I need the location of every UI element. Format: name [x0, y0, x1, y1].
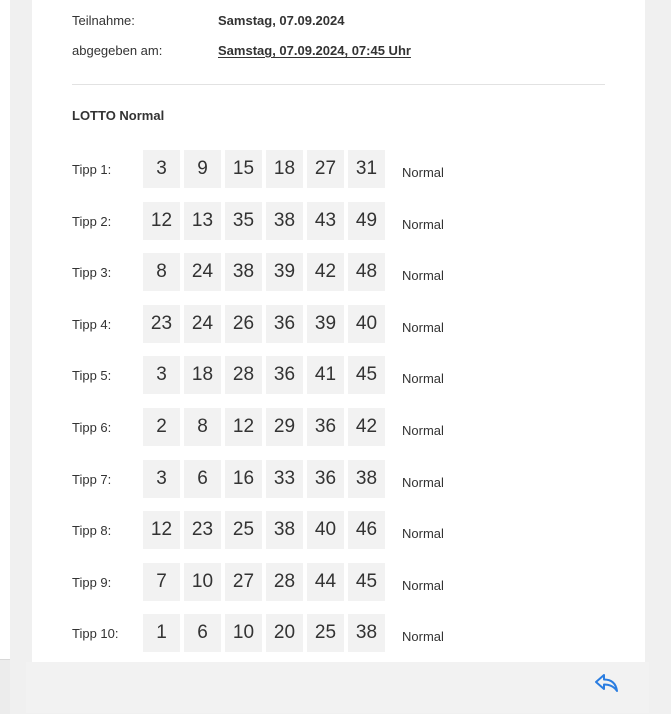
left-panel-notch — [0, 659, 10, 714]
tipp-number: 12 — [143, 202, 180, 240]
tipp-number: 26 — [225, 305, 262, 343]
tipp-label: Tipp 7: — [72, 471, 112, 487]
tipp-number: 38 — [348, 460, 385, 498]
tipp-number: 18 — [184, 356, 221, 394]
tipp-number: 33 — [266, 460, 303, 498]
tipp-numbers — [143, 150, 385, 188]
tipp-type: Normal — [402, 422, 444, 438]
tipp-number: 6 — [184, 460, 221, 498]
submitted-label: abgegeben am: — [72, 43, 163, 58]
tipp-number: 36 — [307, 460, 344, 498]
tipp-number: 38 — [266, 511, 303, 549]
tipp-number: 46 — [348, 511, 385, 549]
tipp-type: Normal — [402, 268, 444, 284]
tipp-number: 25 — [307, 614, 344, 652]
tipp-number: 38 — [348, 614, 385, 652]
tipp-numbers — [143, 408, 385, 446]
reply-arrow-icon — [594, 672, 620, 699]
tipp-label: Tipp 5: — [72, 368, 112, 384]
tipp-number: 31 — [348, 150, 385, 188]
tipp-type: Normal — [402, 216, 444, 232]
tipp-type: Normal — [402, 165, 444, 180]
tipp-number: 8 — [184, 408, 221, 446]
tipp-row — [32, 253, 645, 305]
tipp-number: 45 — [348, 563, 385, 601]
tipp-numbers — [143, 253, 385, 291]
tipp-numbers — [143, 563, 385, 601]
participation-value: Samstag, 07.09.2024 — [218, 13, 345, 28]
tipp-number: 27 — [225, 563, 262, 601]
tipp-number: 28 — [266, 563, 303, 601]
tipp-row — [32, 305, 645, 357]
tipp-number: 45 — [348, 356, 385, 394]
tipp-number: 7 — [143, 563, 180, 601]
tipp-number: 10 — [225, 614, 262, 652]
tipp-row — [32, 511, 645, 563]
tipp-number: 49 — [348, 202, 385, 240]
tipp-label: Tipp 2: — [72, 213, 112, 229]
tipp-label: Tipp 3: — [72, 265, 112, 281]
tipp-number: 36 — [266, 305, 303, 343]
tipp-number: 39 — [307, 305, 344, 343]
tipp-number: 9 — [184, 150, 221, 188]
tipp-number: 28 — [225, 356, 262, 394]
tipp-numbers — [143, 511, 385, 549]
tipp-number: 43 — [307, 202, 344, 240]
tipp-type: Normal — [402, 371, 444, 387]
tipp-number: 44 — [307, 563, 344, 601]
tipp-row — [32, 460, 645, 512]
tipp-number: 27 — [307, 150, 344, 188]
participation-label: Teilnahme: — [72, 13, 135, 28]
divider — [72, 84, 605, 85]
tipp-number: 1 — [143, 614, 180, 652]
tipp-type: Normal — [402, 629, 444, 645]
tipp-number: 25 — [225, 511, 262, 549]
tipp-row — [32, 614, 645, 666]
tipp-numbers — [143, 202, 385, 240]
tipp-number: 39 — [266, 253, 303, 291]
tipp-type: Normal — [402, 474, 444, 490]
tipp-number: 3 — [143, 150, 180, 188]
tipp-row — [32, 202, 645, 254]
tipp-number: 40 — [307, 511, 344, 549]
tipp-number: 12 — [143, 511, 180, 549]
tipp-row — [32, 150, 645, 202]
tipp-type: Normal — [402, 526, 444, 542]
tipp-number: 16 — [225, 460, 262, 498]
tipp-number: 24 — [184, 305, 221, 343]
tipp-number: 2 — [143, 408, 180, 446]
tipp-number: 38 — [225, 253, 262, 291]
bottom-toolbar — [26, 662, 649, 713]
tipp-number: 3 — [143, 460, 180, 498]
tipp-number: 23 — [143, 305, 180, 343]
tipp-number: 36 — [307, 408, 344, 446]
tipp-row — [32, 563, 645, 615]
tipp-label: Tipp 9: — [72, 574, 112, 590]
tipp-row — [32, 408, 645, 460]
tipp-number: 42 — [307, 253, 344, 291]
tipp-number: 10 — [184, 563, 221, 601]
tipp-number: 20 — [266, 614, 303, 652]
tipp-numbers — [143, 460, 385, 498]
tipp-label: Tipp 8: — [72, 523, 112, 539]
tipp-number: 38 — [266, 202, 303, 240]
tipp-number: 15 — [225, 150, 262, 188]
tipp-number: 8 — [143, 253, 180, 291]
tipp-type: Normal — [402, 577, 444, 593]
ticket-card — [32, 0, 645, 662]
tipp-label: Tipp 1: — [72, 162, 112, 177]
tipp-label: Tipp 4: — [72, 316, 112, 332]
left-panel-edge — [0, 0, 10, 713]
tipp-number: 29 — [266, 408, 303, 446]
tipp-number: 24 — [184, 253, 221, 291]
tipp-type: Normal — [402, 319, 444, 335]
tipp-number: 23 — [184, 511, 221, 549]
tipp-row — [32, 356, 645, 408]
tipp-numbers — [143, 356, 385, 394]
tipp-number: 12 — [225, 408, 262, 446]
tipp-label: Tipp 6: — [72, 419, 112, 435]
submitted-value: Samstag, 07.09.2024, 07:45 Uhr — [218, 43, 411, 58]
tipp-number: 3 — [143, 356, 180, 394]
tipp-number: 41 — [307, 356, 344, 394]
tipp-number: 35 — [225, 202, 262, 240]
reply-button[interactable] — [590, 670, 624, 700]
tipp-numbers — [143, 614, 385, 652]
section-title: LOTTO Normal — [72, 108, 165, 123]
tipp-list — [32, 150, 645, 666]
tipp-numbers — [143, 305, 385, 343]
tipp-label: Tipp 10: — [72, 626, 119, 642]
tipp-number: 13 — [184, 202, 221, 240]
tipp-number: 18 — [266, 150, 303, 188]
tipp-number: 6 — [184, 614, 221, 652]
tipp-number: 40 — [348, 305, 385, 343]
tipp-number: 36 — [266, 356, 303, 394]
tipp-number: 48 — [348, 253, 385, 291]
tipp-number: 42 — [348, 408, 385, 446]
